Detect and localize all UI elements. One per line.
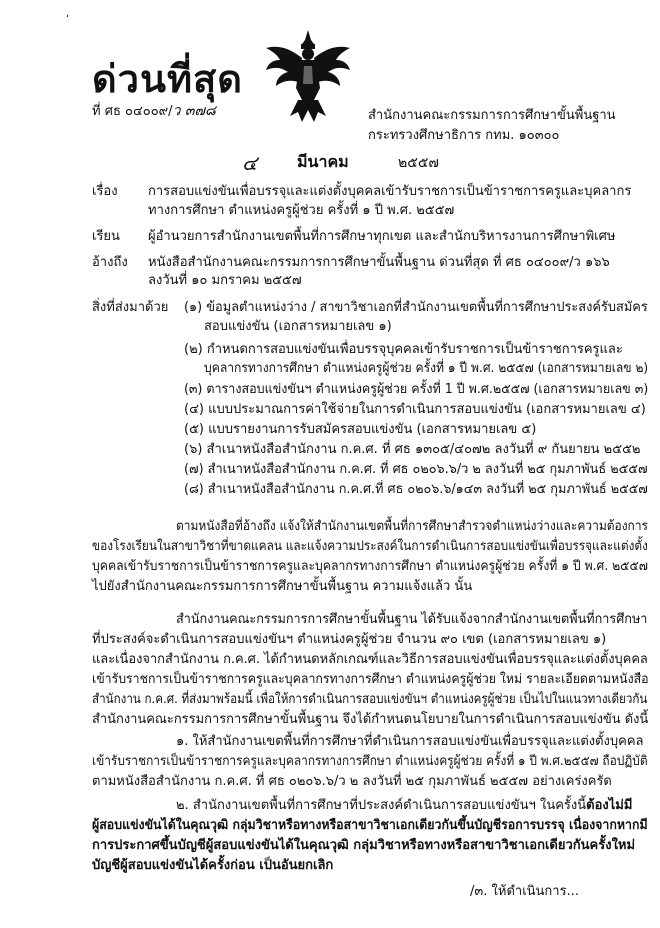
reference-label: อ้างถึง	[92, 255, 128, 270]
body-paragraph-line: และเนื่องจากสำนักงาน ก.ค.ศ. ได้กำหนดหลักเกณฑ์และวิธีการสอบแข่งขันเพื่อบรรจุและแต่งตั้งบุคคล	[92, 652, 648, 667]
document-number-value: ว ๓๗๘	[172, 103, 216, 119]
enclosure-item: (๑) ข้อมูลตำแหน่งว่าง / สาขาวิชาเอกที่สำนักงานเขตพื้นที่การศึกษาประสงค์รับสมัคร	[184, 300, 648, 315]
recipient-label: เรียน	[92, 229, 120, 244]
enclosure-item: (๘) สำเนาหนังสือสำนักงาน ก.ค.ศ.ที่ ศธ ๐๒๐๖.๖/๑๔๓ ลงวันที่ ๒๕ กุมภาพันธ์ ๒๕๕๗	[184, 482, 648, 497]
enclosure-item: (๕) แบบรายงานการรับสมัครสอบแข่งขัน (เอกสารหมายเลข ๕)	[184, 422, 537, 437]
body-paragraph-line: สำนักงาน ก.ค.ศ. ที่ส่งมาพร้อมนี้ เพื่อให้การดำเนินการสอบแข่งขันฯ ตำแหน่งครูผู้ช่วย เป็นไปในแนวทางเดียวกัน	[92, 692, 648, 707]
numbered-item-line: การประกาศขึ้นบัญชีผู้สอบแข่งขันได้ในคุณวุฒิ กลุ่มวิชาหรือทางหรือสาขาวิชาเอกเดียวกันครั้งใหม่	[92, 838, 636, 853]
enclosures-label: สิ่งที่ส่งมาด้วย	[92, 300, 169, 315]
office-name: สำนักงานคณะกรรมการการศึกษาขั้นพื้นฐาน	[368, 108, 616, 123]
reference-line: หนังสือสำนักงานคณะกรรมการการศึกษาขั้นพื้นฐาน ด่วนที่สุด ที่ ศธ ๐๔๐๐๙/ว ๑๖๖	[148, 255, 610, 270]
numbered-item-line: ตามหนังสือสำนักงาน ก.ค.ศ. ที่ ศธ ๐๒๐๖.๖/ว ๒ ลงวันที่ ๒๕ กุมภาพันธ์ ๒๕๕๗ อย่างเคร่งครัด	[92, 774, 612, 789]
enclosure-item: (๓) ตารางสอบแข่งขันฯ ตำแหน่งครูผู้ช่วย ครั้งที่ 1 ปี พ.ศ.๒๕๕๗ (เอกสารหมายเลข ๓)	[184, 382, 649, 397]
subject-label: เรื่อง	[92, 184, 118, 199]
reference-line: ลงวันที่ ๑๐ มกราคม ๒๕๕๗	[148, 273, 302, 288]
urgency-heading: ด่วนที่สุด	[92, 57, 243, 101]
numbered-item-line: เข้ารับราชการเป็นข้าราชการครูและบุคลากรทางการศึกษา ตำแหน่งครูผู้ช่วย ครั้งที่ ๑ ปี พ.ศ.๒๕๕๗ ถือปฏิบัติ	[92, 754, 648, 769]
recipient-text: ผู้อำนวยการสำนักงานเขตพื้นที่การศึกษาทุกเขต และสำนักบริหารงานการศึกษาพิเศษ	[148, 229, 616, 244]
enclosure-item: สอบแข่งขัน (เอกสารหมายเลข ๑)	[204, 319, 392, 334]
document-number	[92, 100, 216, 122]
body-paragraph-line: ที่ประสงค์จะดำเนินการสอบแข่งขันฯ ตำแหน่งครูผู้ช่วย จำนวน ๙๐ เขต (เอกสารหมายเลข ๑)	[92, 632, 607, 647]
date-month: มีนาคม	[297, 152, 349, 171]
body-paragraph-line: ของโรงเรียนในสาขาวิชาที่ขาดแคลน และแจ้งความประสงค์ในการดำเนินการสอบแข่งขันเพื่อบรรจุและแต่งตั้ง	[92, 539, 648, 554]
enclosure-item: (๔) แบบประมาณการค่าใช้จ่ายในการดำเนินการสอบแข่งขัน (เอกสารหมายเลข ๔)	[184, 402, 646, 417]
numbered-item-line: บัญชีผู้สอบแข่งขันได้ครั้งก่อน เป็นอันยกเลิก	[92, 858, 334, 873]
date-year: ๒๕๕๗	[398, 155, 439, 171]
garuda-emblem-icon	[258, 26, 358, 126]
body-paragraph-line: เข้ารับราชการเป็นข้าราชการครูและบุคลากรทางการศึกษา ตำแหน่งครูผู้ช่วย ใหม่ รายละเอียดตามหนังสือ	[92, 672, 649, 687]
body-paragraph-line: สำนักงานคณะกรรมการการศึกษาขั้นพื้นฐาน ได้รับแจ้งจากสำนักงานเขตพื้นที่การศึกษา	[176, 612, 648, 627]
body-paragraph-line: ไปยังสำนักงานคณะกรรมการการศึกษาขั้นพื้นฐาน ความแจ้งแล้ว นั้น	[92, 579, 473, 594]
office-address: กระทรวงศึกษาธิการ กทม. ๑๐๓๐๐	[368, 128, 560, 143]
enclosure-item: (๗) สำเนาหนังสือสำนักงาน ก.ค.ศ. ที่ ศธ ๐๒๐๖.๖/ว ๒ ลงวันที่ ๒๕ กุมภาพันธ์ ๒๕๕๗	[184, 462, 648, 477]
numbered-item-line: ผู้สอบแข่งขันได้ในคุณวุฒิ กลุ่มวิชาหรือทางหรือสาขาวิชาเอกเดียวกันขึ้นบัญชีรอการบรรจุ เนื่องจากหากมี	[92, 818, 648, 833]
subject-line: การสอบแข่งขันเพื่อบรรจุและแต่งตั้งบุคคลเข้ารับราชการเป็นข้าราชการครูและบุคลากร	[148, 184, 632, 199]
enclosure-item: (๒) กำหนดการสอบแข่งขันเพื่อบรรจุบุคคลเข้ารับราชการเป็นข้าราชการครูและ	[184, 342, 623, 357]
body-paragraph-line: สำนักงานคณะกรรมการการศึกษาขั้นพื้นฐาน จึงได้กำหนดนโยบายในการดำเนินการสอบแข่งขัน ดังนี้	[92, 712, 649, 727]
body-paragraph-line: ตามหนังสือที่อ้างถึง แจ้งให้สำนักงานเขตพื้นที่การศึกษาสำรวจตำแหน่งว่างและความต้องการ	[176, 519, 648, 534]
continuation-note: /๓. ให้ดำเนินการ...	[470, 884, 579, 899]
item2-emphasis: ต้องไม่มี	[586, 798, 633, 813]
body-paragraph-line: บุคคลเข้ารับราชการเป็นข้าราชการครูและบุคลากรทางการศึกษา ตำแหน่งครูผู้ช่วย ครั้งที่ ๑ ปี พ.ศ. ๒๕๕๗	[92, 559, 648, 574]
numbered-item-line	[176, 794, 632, 815]
date-day: ๔	[242, 151, 258, 175]
item2-intro: ๒. สำนักงานเขตพื้นที่การศึกษาที่ประสงค์ดำเนินการสอบแข่งขันฯ ในครั้งนี้	[176, 798, 587, 813]
subject-line: ทางการศึกษา ตำแหน่งครูผู้ช่วย ครั้งที่ ๑ ปี พ.ศ. ๒๕๕๗	[148, 203, 455, 218]
numbered-item-line: ๑. ให้สำนักงานเขตพื้นที่การศึกษาที่ดำเนินการสอบแข่งขันเพื่อบรรจุและแต่งตั้งบุคคล	[176, 734, 644, 749]
document-number-label: ที่ ศธ ๐๔๐๐๙/	[92, 104, 173, 119]
stray-mark: ʻ	[66, 14, 70, 25]
enclosure-item: บุคลากรทางการศึกษา ตำแหน่งครูผู้ช่วย ครั้งที่ ๑ ปี พ.ศ. ๒๕๕๗ (เอกสารหมายเลข ๒)	[204, 361, 649, 376]
enclosure-item: (๖) สำเนาหนังสือสำนักงาน ก.ค.ศ. ที่ ศธ ๑๓๐๕/๔๐๗๒ ลงวันที่ ๙ กันยายน ๒๕๕๒	[184, 442, 641, 457]
